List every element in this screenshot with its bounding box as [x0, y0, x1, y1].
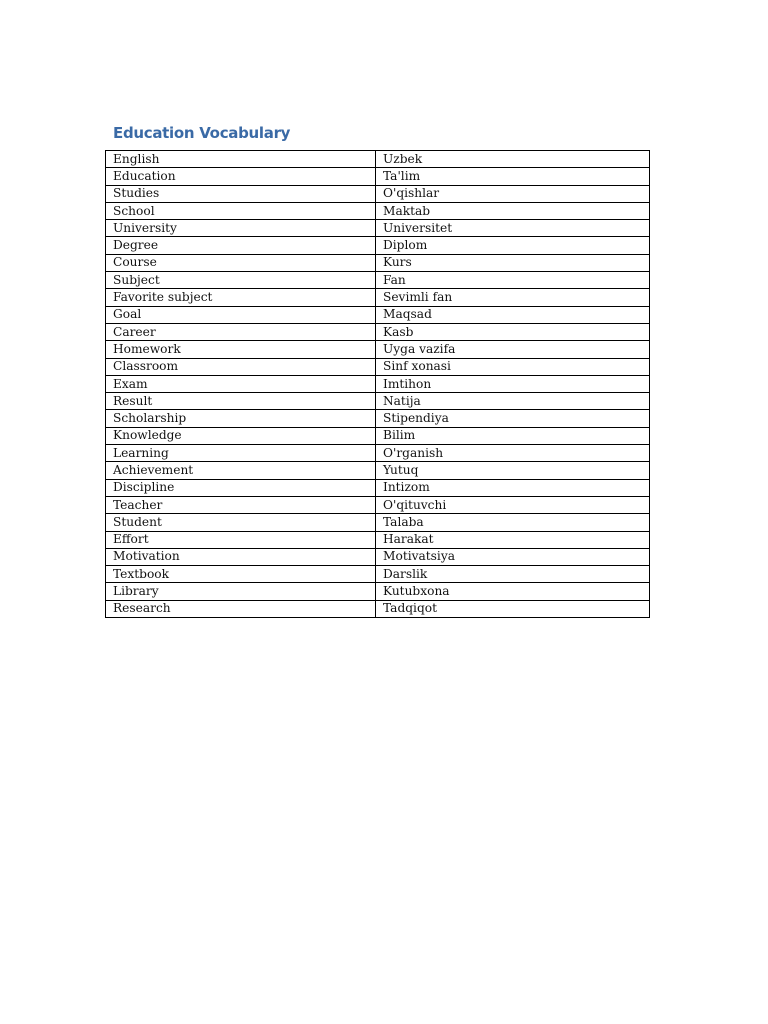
- table-row: [106, 462, 650, 479]
- english-cell: Teacher: [106, 496, 376, 513]
- uzbek-cell: Sinf xonasi: [376, 358, 650, 375]
- table-row: [106, 358, 650, 375]
- english-cell: University: [106, 220, 376, 237]
- english-cell: Learning: [106, 445, 376, 462]
- english-cell: Discipline: [106, 479, 376, 496]
- uzbek-cell: Uyga vazifa: [376, 341, 650, 358]
- english-cell: Homework: [106, 341, 376, 358]
- uzbek-cell: Motivatsiya: [376, 548, 650, 565]
- uzbek-cell: Ta'lim: [376, 168, 650, 185]
- uzbek-cell: Stipendiya: [376, 410, 650, 427]
- table-row: [106, 583, 650, 600]
- table-row: [106, 306, 650, 323]
- uzbek-cell: Uzbek: [376, 151, 650, 168]
- uzbek-cell: Maqsad: [376, 306, 650, 323]
- table-row: [106, 427, 650, 444]
- uzbek-cell: O'qituvchi: [376, 496, 650, 513]
- english-cell: Result: [106, 393, 376, 410]
- table-row: [106, 410, 650, 427]
- english-cell: Achievement: [106, 462, 376, 479]
- table-row: [106, 548, 650, 565]
- table-row: [106, 531, 650, 548]
- table-row: [106, 323, 650, 340]
- english-cell: Library: [106, 583, 376, 600]
- english-cell: Motivation: [106, 548, 376, 565]
- uzbek-cell: Fan: [376, 272, 650, 289]
- table-row: [106, 514, 650, 531]
- english-cell: Education: [106, 168, 376, 185]
- page-title: Education Vocabulary: [113, 124, 291, 142]
- table-row: [106, 151, 650, 168]
- uzbek-cell: Kurs: [376, 254, 650, 271]
- english-cell: Classroom: [106, 358, 376, 375]
- table-row: [106, 445, 650, 462]
- english-cell: Research: [106, 600, 376, 617]
- table-row: [106, 185, 650, 202]
- uzbek-cell: Talaba: [376, 514, 650, 531]
- uzbek-cell: Universitet: [376, 220, 650, 237]
- english-cell: School: [106, 202, 376, 219]
- uzbek-cell: Kasb: [376, 323, 650, 340]
- english-cell: Textbook: [106, 566, 376, 583]
- table-row: [106, 237, 650, 254]
- english-cell: Goal: [106, 306, 376, 323]
- vocabulary-table: [105, 150, 650, 618]
- uzbek-cell: Kutubxona: [376, 583, 650, 600]
- uzbek-cell: O'qishlar: [376, 185, 650, 202]
- uzbek-cell: Harakat: [376, 531, 650, 548]
- uzbek-cell: Diplom: [376, 237, 650, 254]
- uzbek-cell: Sevimli fan: [376, 289, 650, 306]
- vocabulary-table-body: [106, 151, 650, 618]
- uzbek-cell: O'rganish: [376, 445, 650, 462]
- english-cell: Course: [106, 254, 376, 271]
- table-row: [106, 479, 650, 496]
- table-row: [106, 272, 650, 289]
- uzbek-cell: Intizom: [376, 479, 650, 496]
- uzbek-cell: Imtihon: [376, 375, 650, 392]
- table-row: [106, 254, 650, 271]
- table-row: [106, 600, 650, 617]
- english-cell: Favorite subject: [106, 289, 376, 306]
- english-cell: Knowledge: [106, 427, 376, 444]
- table-row: [106, 220, 650, 237]
- table-row: [106, 202, 650, 219]
- table-row: [106, 168, 650, 185]
- english-cell: Subject: [106, 272, 376, 289]
- english-cell: Effort: [106, 531, 376, 548]
- english-cell: Degree: [106, 237, 376, 254]
- english-cell: Student: [106, 514, 376, 531]
- table-row: [106, 289, 650, 306]
- uzbek-cell: Yutuq: [376, 462, 650, 479]
- table-row: [106, 341, 650, 358]
- table-row: [106, 393, 650, 410]
- uzbek-cell: Maktab: [376, 202, 650, 219]
- english-cell: Scholarship: [106, 410, 376, 427]
- english-cell: Exam: [106, 375, 376, 392]
- english-cell: Studies: [106, 185, 376, 202]
- english-cell: Career: [106, 323, 376, 340]
- english-cell: English: [106, 151, 376, 168]
- table-row: [106, 496, 650, 513]
- table-row: [106, 566, 650, 583]
- uzbek-cell: Darslik: [376, 566, 650, 583]
- uzbek-cell: Bilim: [376, 427, 650, 444]
- uzbek-cell: Tadqiqot: [376, 600, 650, 617]
- table-row: [106, 375, 650, 392]
- uzbek-cell: Natija: [376, 393, 650, 410]
